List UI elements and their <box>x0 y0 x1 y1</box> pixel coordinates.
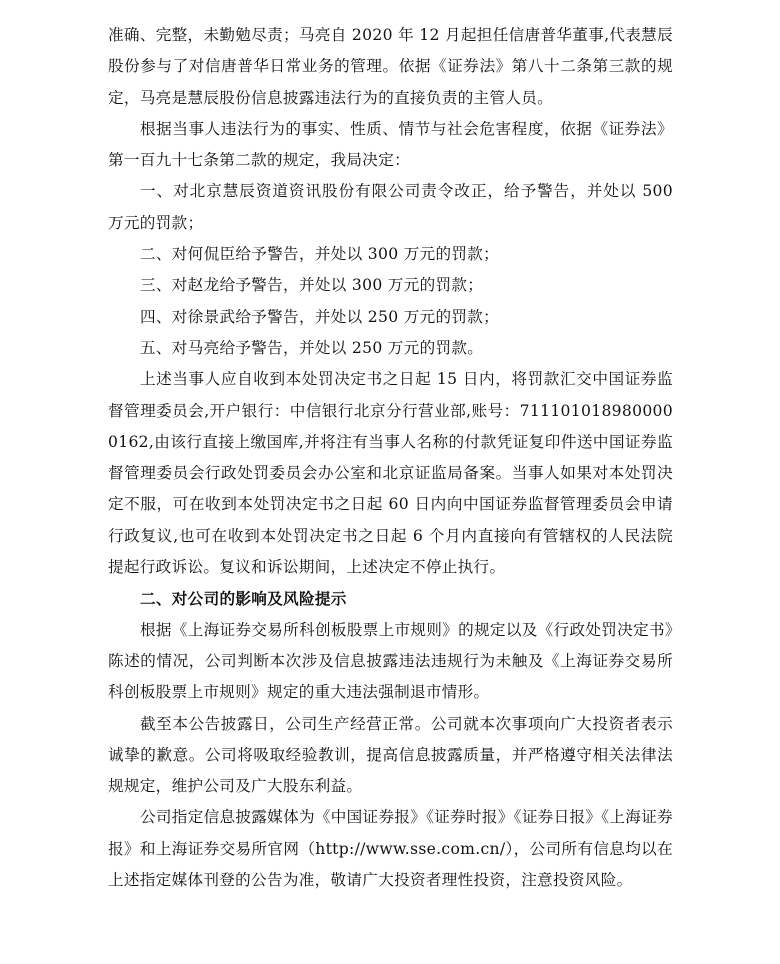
penalty-item-xujingwu: 四、对徐景武给予警告，并处以 250 万元的罚款； <box>140 307 500 326</box>
paragraph-delisting-assessment: 根据《上海证券交易所科创板股票上市规则》的规定以及《行政处罚决定书》陈述的情况，公司判断本次涉及信息披露违法违规行为未触及《上海证券交易所科创板股票上市规则》规定的重大违法强制退市情形。 <box>108 620 673 702</box>
penalty-item-hekanchen: 二、对何侃臣给予警告，并处以 300 万元的罚款； <box>140 245 500 264</box>
paragraph-payment-instructions: 上述当事人应自收到本处罚决定书之日起 15 日内，将罚款汇交中国证券监督管理委员会,开户银行：中信银行北京分行营业部,账号：7111010189800000162,由该行直接上缴国库,并将注有当事人名称的付款凭证复印件送中国证券监督管理委员会行政处罚委员会办公室和北京证监局备案。当事人如果对本处罚决定不服，可在收到本处罚决定书之日起 60 日内向中国证券监督管理委员会申请行政复议,也可在收到本处罚决定书之日起 6 个月内直接向有管辖权的人民法院提起行政诉讼。复议和诉讼期间，上述决定不停止执行。 <box>108 370 673 577</box>
penalty-item-zhaolong: 三、对赵龙给予警告，并处以 300 万元的罚款； <box>140 276 484 295</box>
paragraph-apology: 截至本公告披露日，公司生产经营正常。公司就本次事项向广大投资者表示诚挚的歉意。公司将吸取经验教训，提高信息披露质量，并严格遵守相关法律法规规定，维护公司及广大股东利益。 <box>108 714 673 796</box>
paragraph-disclosure-media: 公司指定信息披露媒体为《中国证券报》《证券时报》《证券日报》《上海证券报》和上海证券交易所官网（http://www.sse.com.cn/），公司所有信息均以在上述指定媒体刊登的公告为准，敬请广大投资者理性投资，注意投资风险。 <box>108 808 673 890</box>
penalty-item-maliang: 五、对马亮给予警告，并处以 250 万元的罚款。 <box>140 338 484 357</box>
section-heading-impact: 二、对公司的影响及风险提示 <box>140 589 347 609</box>
paragraph-liability-maliang: 准确、完整，未勤勉尽责；马亮自 2020 年 12 月起担任信唐普华董事,代表慧辰股份参与了对信唐普华日常业务的管理。依据《证券法》第八十二条第三款的规定，马亮是慧辰股份信息披露违法行为的直接负责的主管人员。 <box>108 26 673 107</box>
penalty-item-company: 一、对北京慧辰资道资讯股份有限公司责令改正，给予警告，并处以 500 万元的罚款； <box>108 182 673 232</box>
paragraph-decision-basis: 根据当事人违法行为的事实、性质、情节与社会危害程度，依据《证券法》第一百九十七条第二款的规定，我局决定： <box>108 119 673 170</box>
document-page <box>108 20 673 896</box>
